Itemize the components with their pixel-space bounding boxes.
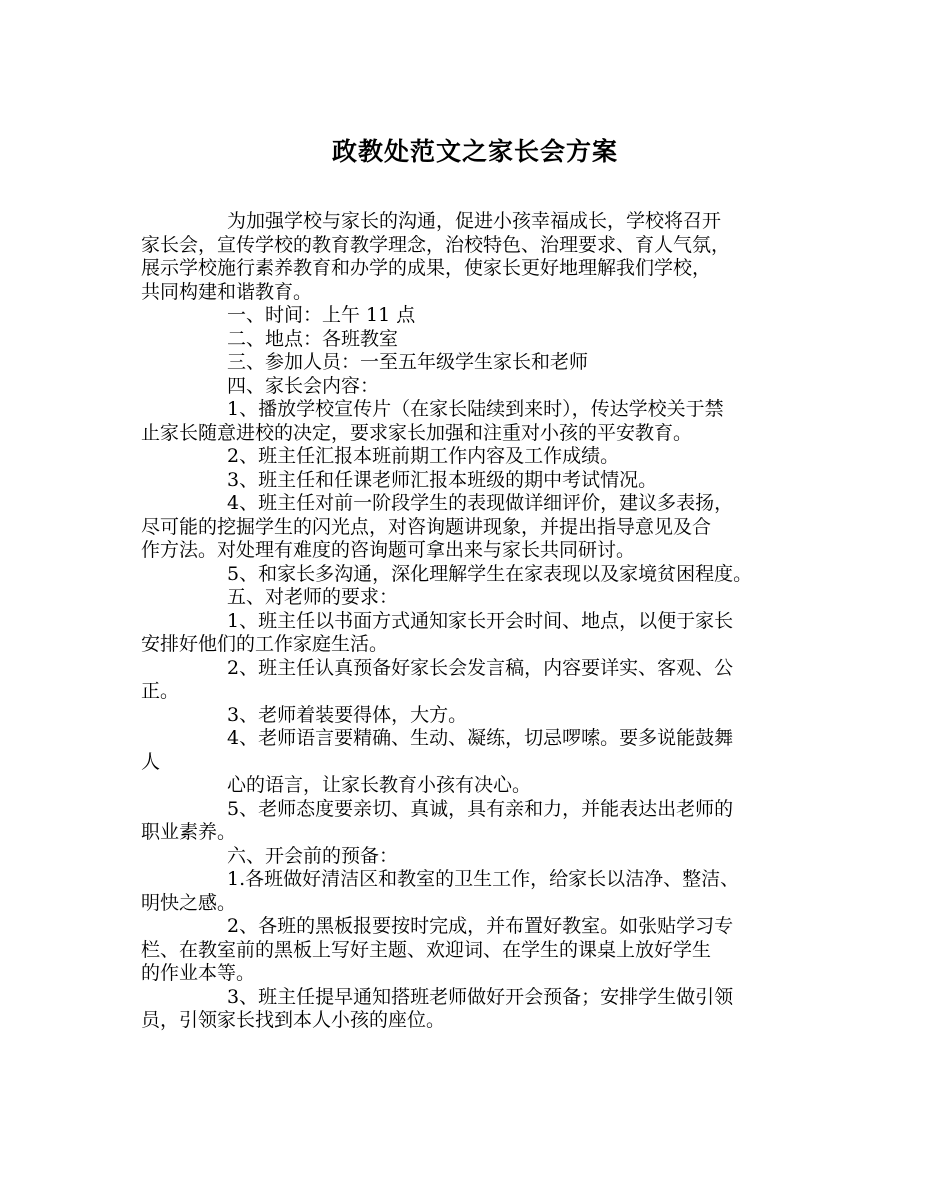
- body-line: 职业素养。: [141, 821, 237, 843]
- body-line: 3、老师着装要得体，大方。: [227, 703, 468, 726]
- body-line: 二、地点：各班教室: [227, 327, 399, 350]
- body-line: 4、班主任对前一阶段学生的表现做详细评价，建议多表扬，: [227, 492, 734, 514]
- body-line: 1.各班做好清洁区和教室的卫生工作，给家长以洁净、整洁、: [227, 868, 740, 890]
- body-line: 五、对老师的要求：: [227, 586, 399, 608]
- body-line: 止家长随意进校的决定，要求家长加强和注重对小孩的平安教育。: [141, 421, 693, 444]
- body-line: 作方法。对处理有难度的咨询题可拿出来与家长共同研讨。: [141, 539, 636, 561]
- body-line: 5、和家长多沟通，深化理解学生在家表现以及家境贫困程度。: [227, 562, 753, 585]
- body-line: 家长会，宣传学校的教育教学理念，治校特色、治理要求、育人气氛，: [141, 233, 731, 256]
- body-line: 3、班主任提早通知搭班老师做好开会预备；安排学生做引领: [227, 985, 734, 1008]
- body-line: 2、班主任认真预备好家长会发言稿，内容要详实、客观、公: [227, 656, 734, 679]
- body-line: 展示学校施行素养教育和办学的成果，使家长更好地理解我们学校，: [141, 257, 712, 279]
- document-body: [141, 210, 831, 1033]
- body-line: 尽可能的挖掘学生的闪光点，对咨询题讲现象，并提出指导意见及合: [141, 515, 712, 538]
- body-line: 明快之感。: [141, 891, 237, 914]
- body-line: 一、时间：上午 11 点: [227, 304, 416, 326]
- body-line: 为加强学校与家长的沟通，促进小孩幸福成长，学校将召开: [227, 210, 722, 232]
- body-line: 四、家长会内容：: [227, 374, 380, 397]
- body-line: 5、老师态度要亲切、真诚，具有亲和力，并能表达出老师的: [227, 797, 734, 820]
- body-line: 员，引领家长找到本人小孩的座位。: [141, 1009, 446, 1031]
- body-line: 人: [141, 750, 161, 773]
- body-line: 3、班主任和任课老师汇报本班级的期中考试情况。: [227, 468, 658, 491]
- body-line: 2、班主任汇报本班前期工作内容及工作成绩。: [227, 445, 620, 467]
- body-line: 六、开会前的预备：: [227, 844, 399, 867]
- body-line: 2、各班的黑板报要按时完成，并布置好教室。如张贴学习专: [227, 915, 734, 937]
- body-line: 栏、在教室前的黑板上写好主题、欢迎词、在学生的课桌上放好学生: [141, 938, 712, 961]
- body-line: 1、班主任以书面方式通知家长开会时间、地点，以便于家长: [227, 609, 734, 632]
- body-line: 的作业本等。: [141, 962, 256, 984]
- body-line: 心的语言，让家长教育小孩有决心。: [227, 774, 532, 796]
- body-line: 1、播放学校宣传片（在家长陆续到来时），传达学校关于禁: [227, 398, 724, 420]
- body-line: 共同构建和谐教育。: [141, 280, 313, 303]
- body-line: 4、老师语言要精确、生动、凝练，切忌啰嗦。要多说能鼓舞: [227, 727, 734, 749]
- document-title: 政教处范文之家长会方案: [331, 137, 618, 166]
- body-line: 安排好他们的工作家庭生活。: [141, 633, 389, 655]
- body-line: 正。: [141, 680, 180, 702]
- body-line: 三、参加人员：一至五年级学生家长和老师: [227, 351, 589, 373]
